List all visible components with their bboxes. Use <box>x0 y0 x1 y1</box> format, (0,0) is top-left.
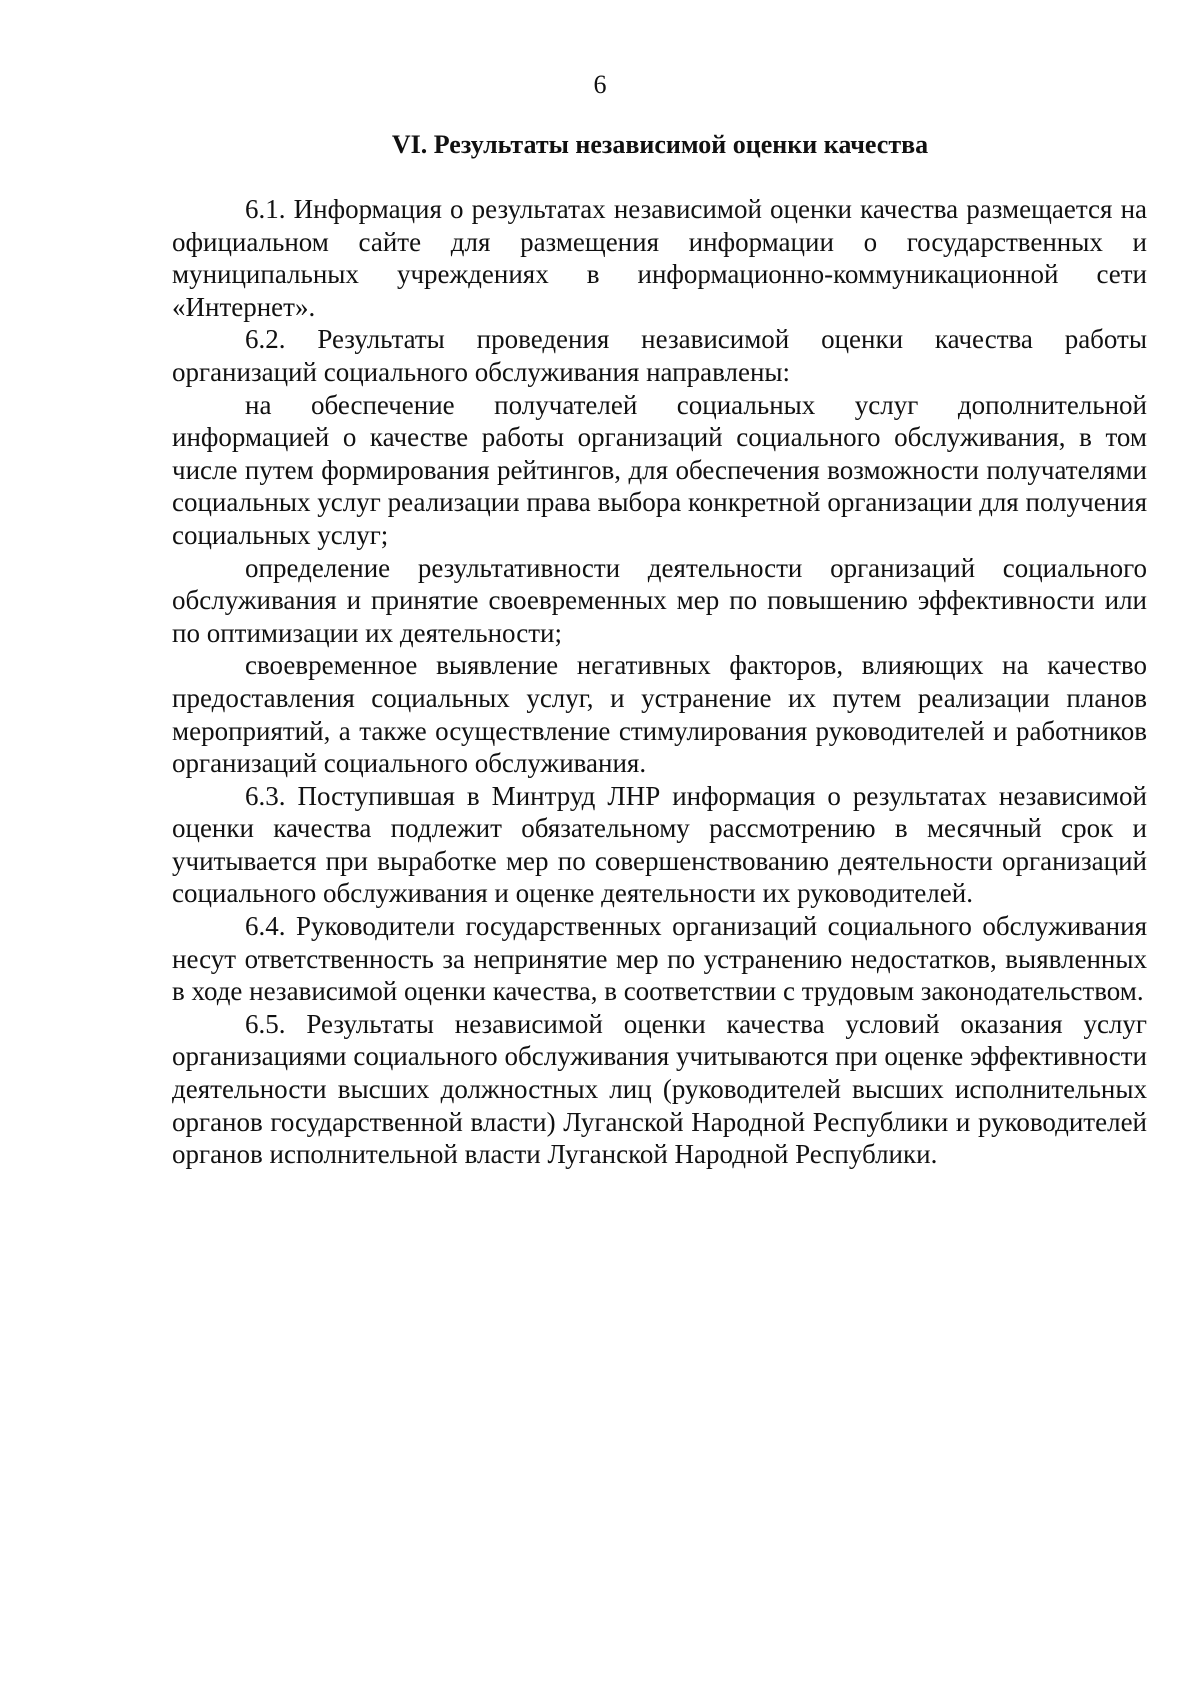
paragraph-6-5: 6.5. Результаты независимой оценки качества условий оказания услуг организациями социального обслуживания учитываются при оценке эффективности деятельности высших должностных лиц (руководителей высших исполнительных органов государственной власти) Луганской Народной Республики и руководителей органов исполнительной власти Луганской Народной Республики. <box>172 1008 1147 1170</box>
page-number: 6 <box>593 70 607 99</box>
section-title: VI. Результаты независимой оценки качества <box>391 130 929 159</box>
paragraph-6-2-item-3: своевременное выявление негативных факторов, влияющих на качество предоставления социальных услуг, и устранение их путем реализации планов мероприятий, а также осуществление стимулирования руководителей и работников организаций социального обслуживания. <box>172 650 1147 779</box>
paragraph-6-3: 6.3. Поступившая в Минтруд ЛНР информация о результатах независимой оценки качества подлежит обязательному рассмотрению в месячный срок и учитывается при выработке мер по совершенствованию деятельности организаций социального обслуживания и оценке деятельности их руководителей. <box>172 780 1147 909</box>
paragraph-6-1: 6.1. Информация о результатах независимой оценки качества размещается на официальном сайте для размещения информации о государственных и муниципальных учреждениях в информационно-коммуникационной сети «Интернет». <box>172 194 1147 322</box>
paragraph-6-2: 6.2. Результаты проведения независимой оценки качества работы организаций социального обслуживания направлены: <box>172 324 1147 387</box>
paragraph-6-2-item-2: определение результативности деятельности организаций социального обслуживания и принятие своевременных мер по повышению эффективности или по оптимизации их деятельности; <box>172 552 1147 648</box>
document-body <box>172 193 1147 1171</box>
paragraph-6-4: 6.4. Руководители государственных организаций социального обслуживания несут ответственность за непринятие мер по устранению недостатков, выявленных в ходе независимой оценки качества, в соответствии с трудовым законодательством. <box>172 911 1147 1007</box>
paragraph-6-2-item-1: на обеспечение получателей социальных услуг дополнительной информацией о качестве работы организаций социального обслуживания, в том числе путем формирования рейтингов, для обеспечения возможности получателями социальных услуг реализации права выбора конкретной организации для получения социальных услуг; <box>172 389 1147 550</box>
